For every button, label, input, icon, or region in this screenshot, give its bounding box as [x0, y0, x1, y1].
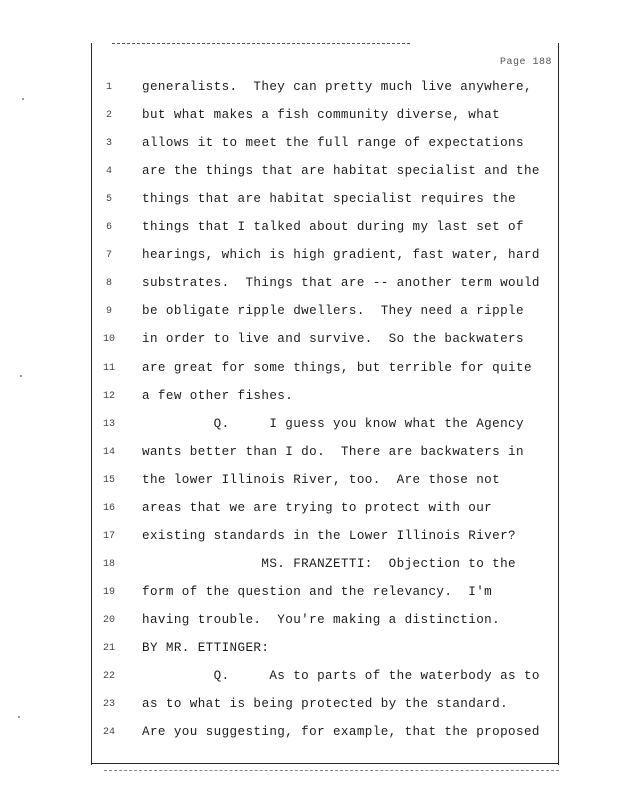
- line-number: 10: [102, 334, 115, 346]
- transcript-line: in order to live and survive. So the backwaters: [142, 332, 524, 347]
- line-number: 15: [102, 474, 115, 486]
- line-number: 3: [105, 138, 112, 150]
- line-number: 19: [102, 586, 115, 598]
- transcript-line: form of the question and the relevancy. I'm: [142, 584, 493, 599]
- transcript-line: BY MR. ETTINGER:: [142, 641, 270, 655]
- line-number: 23: [102, 699, 115, 711]
- line-number: 17: [102, 530, 115, 542]
- line-number: 21: [102, 643, 115, 654]
- transcript-line: Are you suggesting, for example, that the proposed: [142, 725, 540, 740]
- line-number: 9: [105, 306, 112, 318]
- line-number: 5: [105, 194, 112, 206]
- transcript-line: things that I talked about during my last set of: [142, 220, 524, 235]
- transcript-line: areas that we are trying to protect with our: [142, 500, 493, 515]
- transcript-line: but what makes a fish community diverse, what: [142, 108, 501, 123]
- transcript-line: wants better than I do. There are backwaters in: [142, 444, 524, 459]
- transcript-line: Q. As to parts of the waterbody as to: [142, 669, 540, 684]
- line-number: 1: [105, 82, 112, 93]
- scan-speck: [18, 716, 20, 718]
- line-number: 24: [102, 727, 115, 739]
- transcript-line: allows it to meet the full range of expectations: [142, 136, 524, 151]
- transcript-line: substrates. Things that are -- another term would: [142, 276, 540, 291]
- line-number: 22: [102, 671, 115, 683]
- transcript-line: things that are habitat specialist requires the: [142, 192, 517, 207]
- line-number: 7: [105, 250, 112, 262]
- scan-speck: [20, 375, 22, 377]
- line-number: 4: [105, 166, 112, 178]
- line-number: 16: [102, 502, 115, 514]
- page-frame: [91, 43, 559, 765]
- transcript-line: a few other fishes.: [142, 388, 294, 403]
- transcript-line: existing standards in the Lower Illinois River?: [142, 528, 517, 543]
- line-number: 12: [102, 390, 115, 402]
- transcript-line: be obligate ripple dwellers. They need a ripple: [142, 304, 524, 319]
- scan-speck: [22, 98, 24, 100]
- line-number: 18: [102, 558, 115, 570]
- transcript-line: as to what is being protected by the standard.: [142, 697, 509, 712]
- line-number: 6: [105, 222, 112, 234]
- transcript-line: generalists. They can pretty much live anywhere,: [142, 80, 532, 94]
- line-number: 11: [102, 362, 115, 374]
- transcript-line: MS. FRANZETTI: Objection to the: [142, 556, 517, 571]
- transcript-line: are the things that are habitat specialist and the: [142, 164, 540, 179]
- transcript-line: Q. I guess you know what the Agency: [142, 416, 524, 431]
- transcript-line: are great for some things, but terrible for quite: [142, 360, 532, 375]
- bottom-rule: [91, 763, 559, 764]
- bottom-rule-secondary: [104, 770, 559, 771]
- line-number: 20: [102, 614, 115, 626]
- transcript-line: having trouble. You're making a distinction.: [142, 612, 501, 627]
- transcript-line: hearings, which is high gradient, fast water, hard: [142, 248, 540, 263]
- line-number: 2: [105, 110, 112, 122]
- page-number: Page 188: [499, 57, 552, 68]
- line-number: 14: [102, 446, 115, 458]
- line-number: 8: [105, 278, 112, 290]
- transcript-line: the lower Illinois River, too. Are those not: [142, 472, 501, 487]
- line-number: 13: [102, 418, 115, 430]
